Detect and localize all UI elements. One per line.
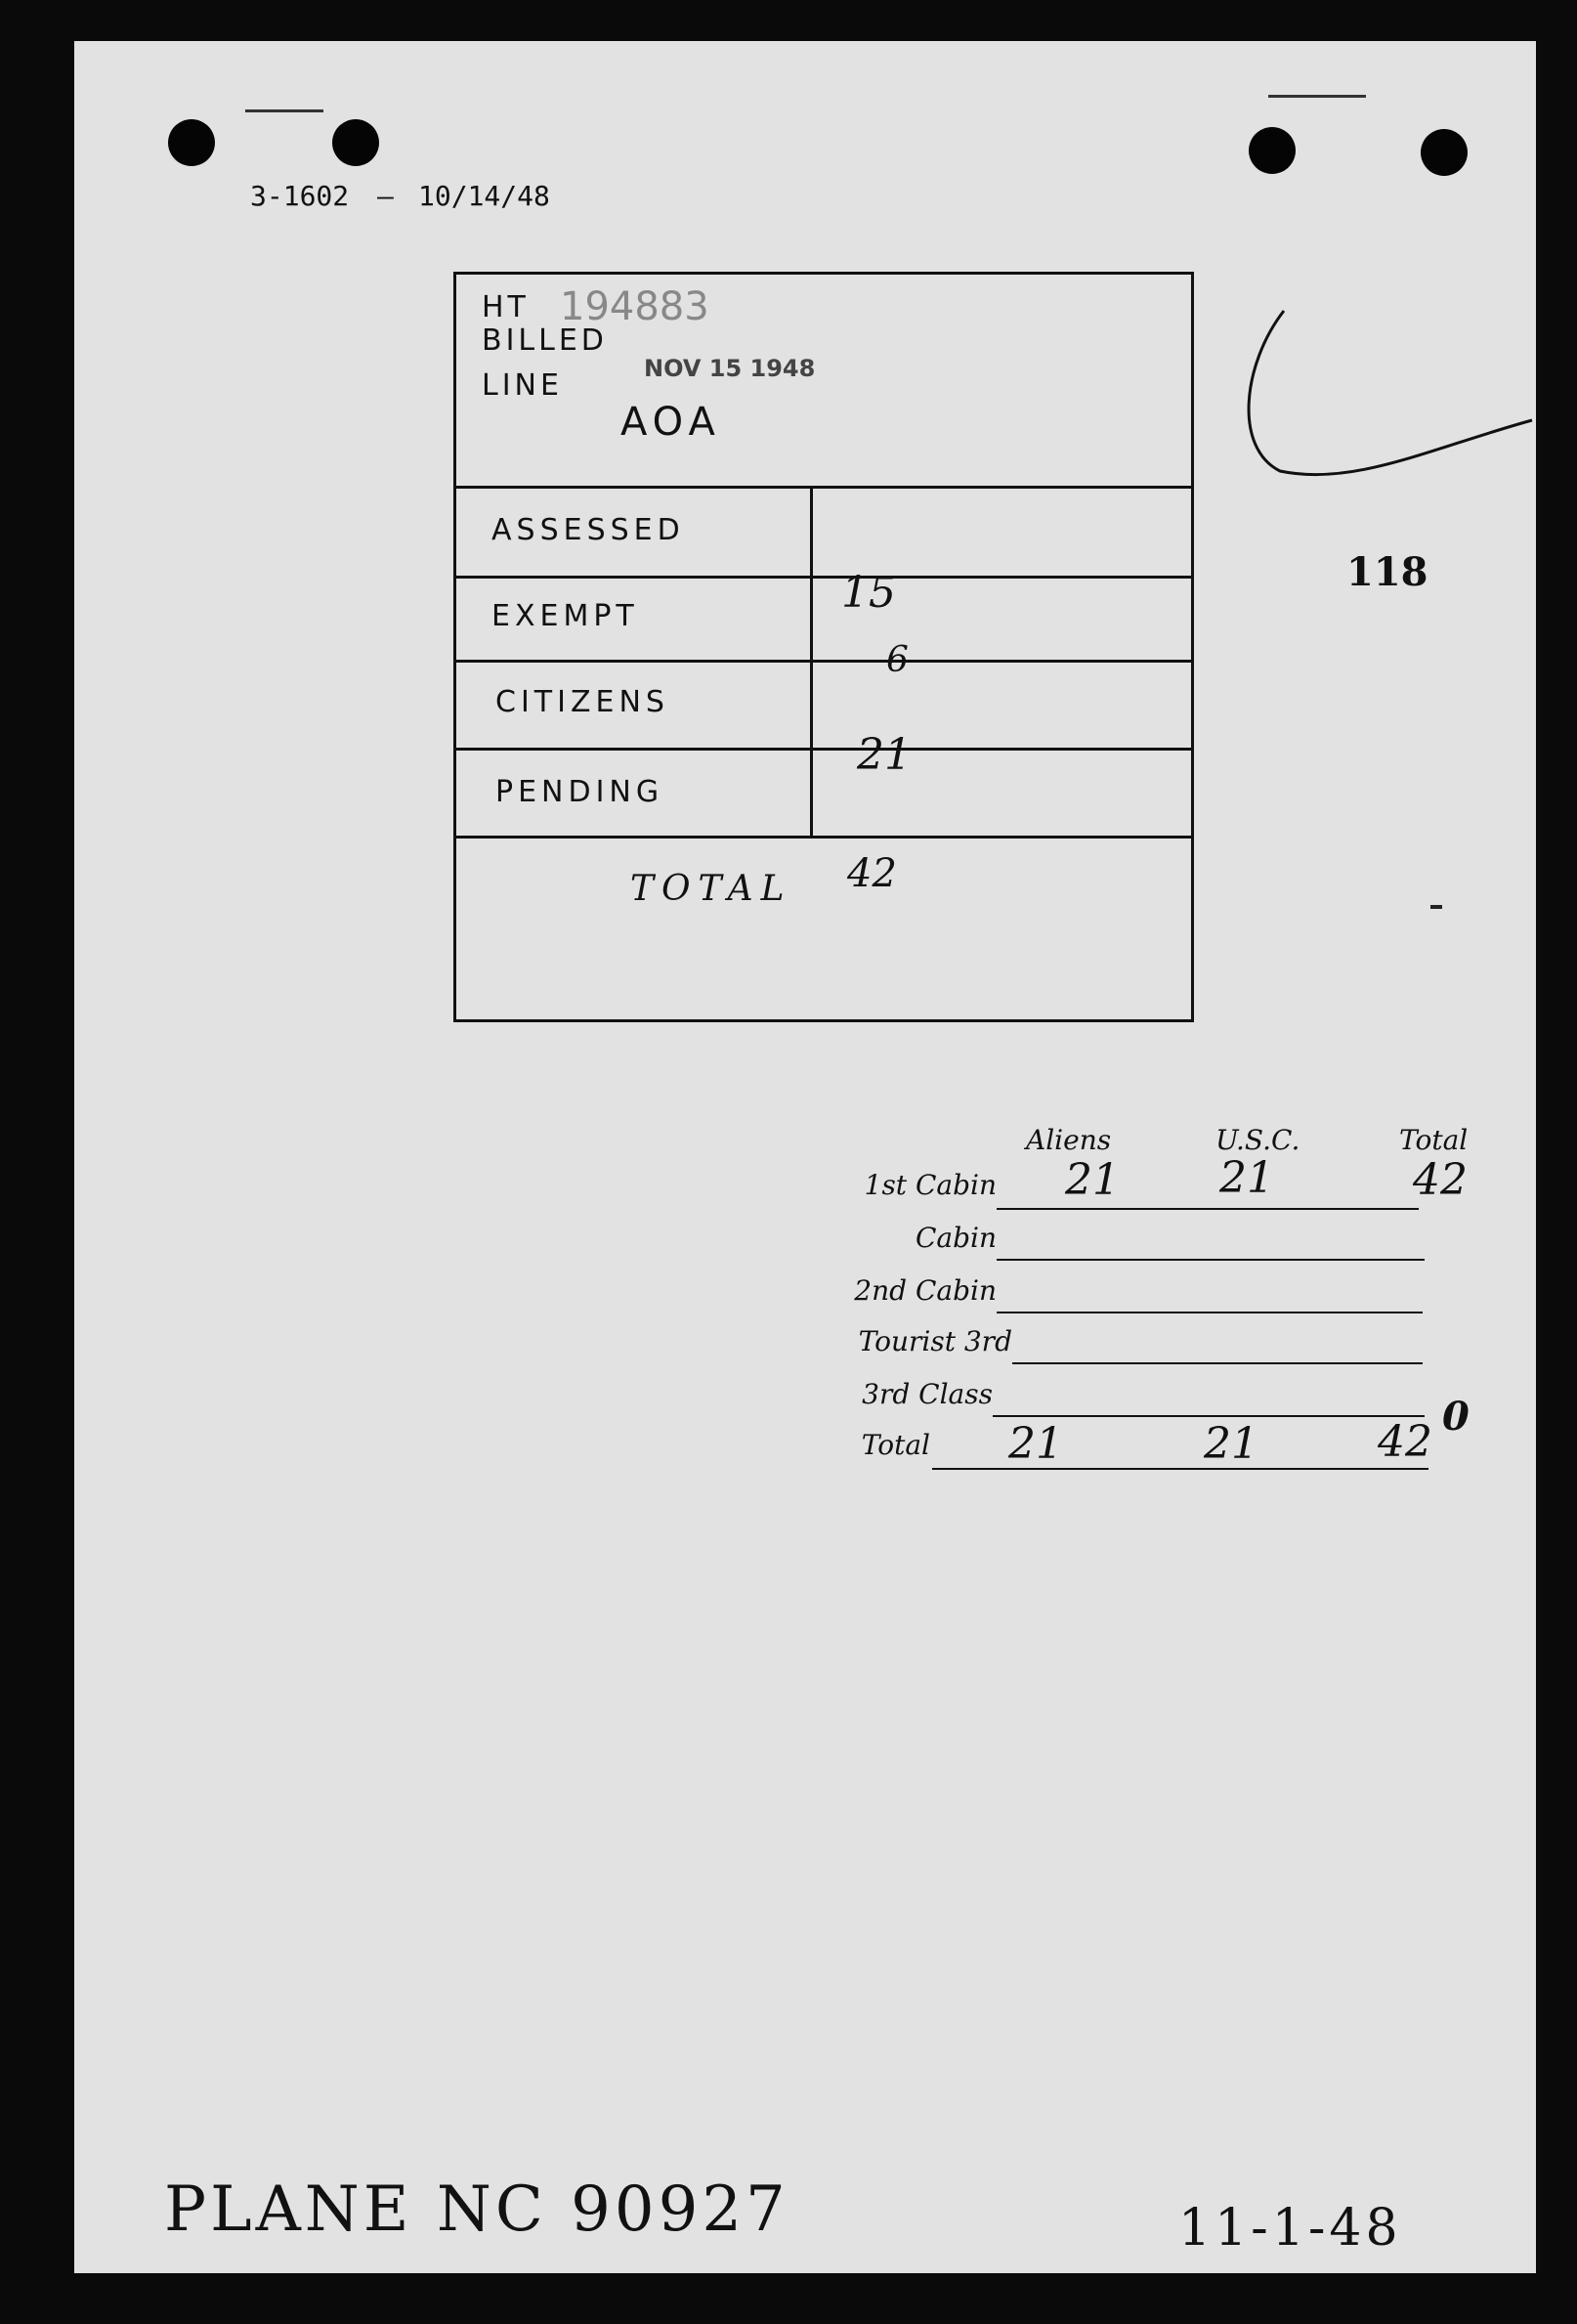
row-label-1st-cabin: 1st Cabin bbox=[864, 1169, 997, 1201]
pencil-dash bbox=[245, 109, 323, 112]
punch-hole bbox=[332, 119, 379, 166]
cell-total: 42 bbox=[1413, 1155, 1468, 1205]
pending-label: PENDING bbox=[495, 775, 664, 809]
column-divider bbox=[810, 486, 813, 836]
divider bbox=[456, 836, 1191, 839]
cell-aliens: 21 bbox=[1008, 1419, 1063, 1469]
row-label-2nd-cabin: 2nd Cabin bbox=[854, 1274, 997, 1307]
row-rule bbox=[997, 1259, 1425, 1261]
punch-hole bbox=[1249, 127, 1296, 174]
column-header-usc: U.S.C. bbox=[1215, 1124, 1300, 1156]
cell-total: 42 bbox=[1378, 1417, 1432, 1467]
row-rule bbox=[997, 1208, 1419, 1210]
row-label-total: Total bbox=[861, 1429, 930, 1461]
ink-dash bbox=[1430, 905, 1442, 909]
row-rule bbox=[1012, 1362, 1423, 1364]
punch-hole bbox=[168, 119, 215, 166]
cell-usc: 21 bbox=[1204, 1419, 1258, 1469]
form-number: 3-1602 bbox=[250, 180, 350, 212]
divider bbox=[456, 486, 1191, 489]
total-value: 42 bbox=[847, 851, 897, 896]
total-label: TOTAL bbox=[630, 869, 792, 909]
punch-hole bbox=[1421, 129, 1468, 176]
ht-label: HT bbox=[482, 290, 530, 324]
billed-date-stamp: NOV 15 1948 bbox=[644, 355, 816, 382]
billing-stamp bbox=[453, 272, 1194, 1022]
exempt-label: EXEMPT bbox=[491, 599, 639, 633]
header-date: 10/14/48 bbox=[418, 180, 550, 212]
citizens-value: 21 bbox=[857, 730, 912, 780]
row-rule bbox=[997, 1312, 1423, 1313]
line-value: AOA bbox=[620, 400, 721, 445]
assessed-label: ASSESSED bbox=[491, 513, 685, 547]
page-number: 118 bbox=[1346, 549, 1428, 595]
row-label-cabin: Cabin bbox=[915, 1222, 997, 1254]
divider bbox=[456, 748, 1191, 751]
document-page bbox=[74, 41, 1536, 2273]
billed-label: BILLED bbox=[482, 323, 608, 358]
column-header-total: Total bbox=[1399, 1124, 1469, 1156]
column-header-aliens: Aliens bbox=[1026, 1124, 1112, 1156]
divider bbox=[456, 660, 1191, 663]
check-mark-icon bbox=[1237, 266, 1536, 500]
row-label-3rd-class: 3rd Class bbox=[862, 1378, 993, 1410]
row-rule bbox=[932, 1468, 1428, 1470]
margin-mark: 0 bbox=[1442, 1394, 1470, 1440]
pencil-dash bbox=[1268, 95, 1366, 98]
line-label: LINE bbox=[482, 368, 563, 403]
divider bbox=[456, 576, 1191, 579]
row-label-tourist-3rd: Tourist 3rd bbox=[858, 1325, 1012, 1357]
citizens-label: CITIZENS bbox=[495, 685, 669, 719]
header-dash: — bbox=[377, 180, 394, 212]
assessed-value: 15 bbox=[841, 568, 896, 618]
plane-number: PLANE NC 90927 bbox=[164, 2173, 789, 2246]
footer-date: 11-1-48 bbox=[1178, 2199, 1402, 2258]
exempt-value: 6 bbox=[886, 640, 909, 680]
cell-usc: 21 bbox=[1219, 1153, 1274, 1203]
ht-number: 194883 bbox=[560, 284, 709, 329]
row-rule bbox=[993, 1415, 1425, 1417]
cell-aliens: 21 bbox=[1065, 1155, 1120, 1205]
